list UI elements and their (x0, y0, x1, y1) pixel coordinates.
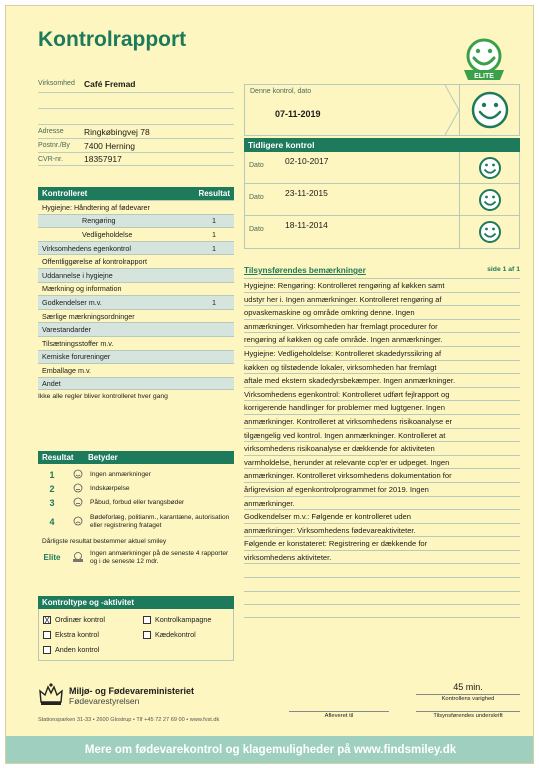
table-row: Hygiejne: Håndtering af fødevarer (38, 200, 234, 214)
ministry-crown-icon (38, 682, 64, 713)
legend-item: 1 Ingen anmærkninger (49, 470, 151, 480)
previous-heading: Tidligere kontrol (244, 138, 520, 152)
table-row: Rengøring 1 (38, 214, 234, 228)
remark-line: Hygiejne: Vedligeholdelse: Kontrolleret skadedyrssikring af (244, 346, 520, 360)
postal-label: Postnr./By (38, 142, 70, 149)
table-row: Tilsætningsstoffer m.v. (38, 336, 234, 350)
address-label: Adresse (38, 128, 64, 135)
result-legend (38, 451, 234, 566)
previous-controls (244, 138, 520, 249)
smiley-happy-icon (66, 469, 90, 481)
delivered-signature: Afleveret til (289, 711, 389, 719)
legend-item: 2 Indskærpelse (49, 484, 130, 494)
table-row: Kemiske forureninger (38, 350, 234, 364)
business-name: Café Fremad (84, 78, 136, 89)
table-row: Vedligeholdelse 1 (38, 227, 234, 241)
date-label: Dato (249, 226, 264, 233)
agency-name: Fødevarestyrelsen (69, 696, 140, 706)
ministry-address: Stationsparken 31-33 • 2600 Glostrup • Tlf +45 72 27 69 00 • www.fvst.dk (38, 717, 220, 723)
previous-date-1: 02-10-2017 (285, 156, 329, 166)
remarks-heading: Tilsynsførendes bemærkninger (244, 266, 366, 275)
checkbox-ordinary[interactable]: X Ordinær kontrol (44, 614, 105, 626)
page-title: Kontrolrapport (38, 28, 187, 51)
checkbox-campaign[interactable]: Kontrolkampagne (143, 615, 211, 624)
remark-line: Følgende er konstateret: Registrering er dækkende for (244, 536, 520, 550)
duration (416, 682, 520, 702)
remark-line: tilgængelig ved kontrol. Ingen anmærkninger. Kontrolleret at (244, 428, 520, 442)
footer-banner[interactable]: Mere om fødevarekontrol og klagemuligheder på www.findsmiley.dk (6, 736, 534, 764)
previous-row (245, 152, 519, 184)
legend-worst-note: Dårligste resultat bestemmer aktuel smiley (42, 538, 167, 545)
date-label: Dato (249, 162, 264, 169)
remark-line: opvaskemaskine og område omkring denne. Ingen (244, 305, 520, 319)
remark-line: udstyr her i. Ingen anmærkninger. Kontrolleret rengøring af (244, 292, 520, 306)
remarks-body (244, 278, 520, 618)
remark-line: anmærkninger. Virksomheden har fremlagt procedurer for (244, 319, 520, 333)
ministry-block (69, 686, 194, 706)
current-control-label: Denne kontrol, dato (250, 88, 312, 95)
legend-result-heading: Resultat (42, 453, 74, 462)
legend-item: 4 Bødeforlæg, politianm., karantæne, autorisation eller registrering frataget (49, 514, 230, 529)
remark-line: anmærkninger. Kontrolleret at virksomhedens risikoanalyse er (244, 414, 520, 428)
remark-line: Hygiejne: Rengøring: Kontrolleret rengøring af køkken samt (244, 278, 520, 292)
remark-line: anmærkninger: Virksomhedens fødevareaktiviteter. (244, 523, 520, 537)
smiley-icon (459, 184, 519, 215)
date-label: Dato (249, 194, 264, 201)
previous-date-3: 18-11-2014 (285, 220, 328, 230)
table-row: Emballage m.v. (38, 363, 234, 377)
control-type-box (38, 596, 234, 661)
remark-line: anmærkninger. (244, 496, 520, 510)
checkbox-extra[interactable]: Ekstra kontrol (43, 630, 143, 639)
table-row: Mærkning og information (38, 282, 234, 296)
result-heading: Resultat (198, 189, 230, 198)
remarks-header (244, 266, 520, 275)
cvr: 18357917 (84, 154, 122, 164)
duration-label: Kontrollens varighed (416, 694, 520, 702)
table-row: Godkendelser m.v. 1 (38, 295, 234, 309)
checked-heading: Kontrolleret (42, 189, 88, 198)
cvr-label: CVR-nr. (38, 155, 63, 163)
inspector-signature: Tilsynsførendes underskrift (416, 711, 520, 719)
smiley-icon (459, 152, 519, 183)
legend-elite-row: Elite Ingen anmærkninger på de seneste 4 rapporter og i de seneste 12 mdr. (38, 550, 234, 566)
remark-line: årligrevision af egenkontrolprogrammet for 2019. Ingen (244, 482, 520, 496)
smiley-icon (459, 216, 519, 248)
current-control-box (244, 84, 520, 136)
remark-line: varmholdelse, herunder at relevante ccp'er er udpeget. Ingen (244, 455, 520, 469)
previous-row (245, 216, 519, 248)
table-row: Varestandarder (38, 322, 234, 336)
remark-line: rengøring af køkken og cafe område. Ingen anmærkninger. (244, 332, 520, 346)
remarks-page: side 1 af 1 (487, 266, 520, 273)
control-report-sheet (5, 5, 534, 764)
checked-note: Ikke alle regler bliver kontrolleret hver gang (38, 393, 168, 401)
table-row: Virksomhedens egenkontrol 1 (38, 241, 234, 255)
remark-line: korrigerende handlinger for problemer med lugtgener. Ingen (244, 400, 520, 414)
checkbox-other[interactable]: Anden kontrol (43, 645, 99, 654)
smiley-neutral-icon (66, 497, 90, 509)
table-row: Offentliggørelse af kontrolrapport (38, 254, 234, 268)
remark-line: anmærkninger. Kontrolleret virksomhedens dokumentation for (244, 468, 520, 482)
legend-item: 3 Påbud, forbud eller tvangsbøder (49, 498, 185, 508)
table-row: Uddannelse i hygiejne (38, 268, 234, 282)
table-row: Andet (38, 377, 234, 391)
business-info (38, 76, 234, 164)
checked-table (38, 187, 234, 400)
remark-line: virksomhedens risikoanalyse er dækkende for aktiviteten (244, 441, 520, 455)
remark-line: virksomhedens aktiviteter. (244, 550, 520, 564)
previous-row (245, 184, 519, 216)
table-row: Særlige mærkningsordninger (38, 309, 234, 323)
business-name-label: Virksomhed (38, 80, 75, 87)
legend-meaning-heading: Betyder (88, 453, 118, 462)
remark-line: aftale med ekstern skadedyrsbekæmper. Ingen anmærkninger. (244, 373, 520, 387)
remark-line: Godkendelser m.v.: Følgende er kontrolleret uden (244, 509, 520, 523)
remark-line: køkken og tilstødende lokaler, virksomheden har fremlagt (244, 360, 520, 374)
checkbox-chain[interactable]: Kædekontrol (143, 630, 196, 639)
elite-label: ELITE (474, 73, 494, 80)
current-smiley-icon (459, 85, 519, 135)
duration-value: 45 min. (453, 682, 483, 692)
ministry-name: Miljø- og Fødevareministeriet (69, 686, 195, 696)
previous-date-2: 23-11-2015 (285, 188, 328, 198)
smiley-sad-icon (66, 516, 90, 528)
current-control-date: 07-11-2019 (275, 109, 321, 119)
address: Ringkøbingvej 78 (84, 126, 150, 137)
control-type-heading: Kontroltype og -aktivitet (38, 596, 234, 609)
elite-label-legend: Elite (43, 553, 61, 563)
elite-smiley-icon (458, 36, 510, 84)
smiley-neutral-icon (66, 483, 90, 495)
elite-smiley-small-icon (66, 552, 90, 564)
postal: 7400 Herning (84, 140, 136, 151)
remark-line: Virksomhedens egenkontrol: Kontrolleret udført fejlrapport og (244, 387, 520, 401)
